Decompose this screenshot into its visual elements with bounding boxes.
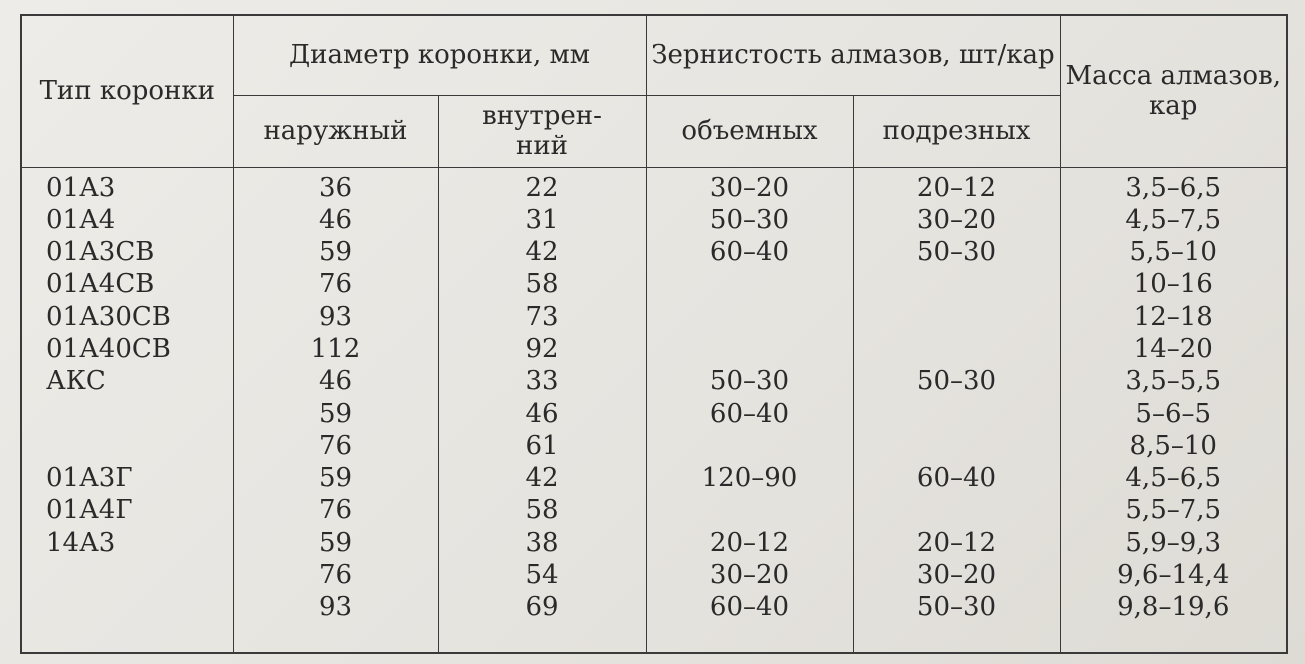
table-header [21,15,1287,167]
column-volume: 30–20 50–30 60–40 50–30 60–40 120–90 20–12 30–20 60–40 [646,167,853,653]
column-outer: 36 46 59 76 93 112 46 59 76 59 76 59 76 93 [233,167,438,653]
crown-specs-table [20,14,1288,654]
column-type: 01А3 01А4 01А3СВ 01А4СВ 01А30СВ 01А40СВ АКС 01А3Г 01А4Г 14А3 [21,167,233,653]
table-body [21,167,1287,653]
column-mass: 3,5–6,5 4,5–7,5 5,5–10 10–16 12–18 14–20 3,5–5,5 5–6–5 8,5–10 4,5–6,5 5,5–7,5 5,9–9,3 9,6–14,4 9,8–19,6 [1060,167,1287,653]
column-inner: 22 31 42 58 73 92 33 46 61 42 58 38 54 69 [438,167,646,653]
header-cutting: подрезных [853,95,1060,167]
column-cutting: 20–12 30–20 50–30 50–30 60–40 20–12 30–20 50–30 [853,167,1060,653]
header-outer: наружный [233,95,438,167]
header-volume: объемных [646,95,853,167]
header-diameter: Диаметр коронки, мм [233,15,646,95]
header-mass: Масса алмазов, кар [1060,15,1287,167]
header-inner: внутрен- ний [438,95,646,167]
header-grit: Зернистость алмазов, шт/кар [646,15,1060,95]
header-type: Тип коронки [21,15,233,167]
